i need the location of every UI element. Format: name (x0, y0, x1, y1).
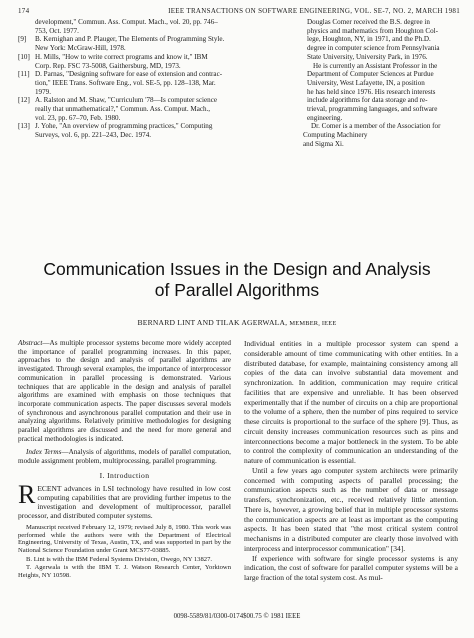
reference-text: Corp. Rep. FSC 73-5008, Gaithersburg, MD, 1973. (35, 61, 181, 70)
reference-text: really that unmathematical?," Commun. Ass. Comput. Mach., (35, 105, 211, 114)
bio-line: Dr. Comer is a member of the Association for Computing Machinery (303, 122, 441, 140)
author-membership: MEMBER, IEEE (289, 320, 337, 327)
reference-text: 1979. (35, 87, 51, 96)
reference-number (18, 18, 35, 27)
reference-text: Surveys, vol. 6, pp. 221–243, Dec. 1974. (35, 131, 152, 140)
bio-line: University, West Lafayette, IN, a position (307, 78, 425, 87)
right-column (244, 339, 458, 583)
abstract-text: —As multiple processor systems become more widely accepted the importance of parallel programming increases. In this paper, approaches to the design and analysis of parallel algorithms are investigated. Through several examples, the importance of interprocessor communication in parallel processing is demonstrated. Various techniques that are applicable in the design and analysis of parallel algorithms are examined with emphasis on those techniques that incorporate communication aspects. The paper discusses several models of synchronous and asynchronous parallel computation and their use in analyzing algorithms. Relatively primitive methodologies for designing parallel algorithms are discussed and the need for more general and practical methodologies is indicated. (18, 339, 231, 443)
index-terms-text: —Analysis of algorithms, models of parallel computation, module assignment problem, multiprocessing, parallel programming. (18, 448, 231, 466)
reference-line (18, 122, 298, 131)
references-list (18, 18, 298, 140)
bio-line: State University, University Park, in 1976. (307, 52, 428, 61)
reference-text: B. Kernighan and P. Plauger, The Elements of Programming Style. (35, 35, 225, 44)
bio-line: and Sigma Xi. (303, 139, 344, 148)
reference-number (18, 114, 35, 123)
author-names: BERNARD LINT AND TILAK AGERWALA, (137, 318, 288, 327)
reference-line (18, 88, 298, 97)
index-terms-label: Index Terms (26, 448, 62, 457)
reference-line (18, 18, 298, 27)
section-heading-introduction: I. Introduction (99, 470, 150, 480)
reference-line (18, 105, 298, 114)
footnote: Manuscript received February 12, 1979; revised July 8, 1980. This work was performed while the authors were with the Department of Electrical Engineering, University of Texas, Austin, TX, and was supported in part by the National Science Foundation under Grant MCS77-03885. (18, 523, 231, 555)
reference-number (18, 62, 35, 71)
running-head (18, 6, 460, 16)
page-number: 174 (18, 7, 30, 15)
reference-number (18, 27, 35, 36)
bio-line: he has held since 1976. His research interests (307, 87, 436, 96)
introduction-text (18, 479, 231, 520)
paper-title (20, 259, 454, 301)
reference-number (18, 131, 35, 140)
reference-text: H. Mills, "How to write correct programs and know it," IBM (35, 52, 208, 61)
reference-number: [13] (18, 122, 30, 131)
bio-line: Department of Computer Sciences at Purdue (307, 70, 434, 79)
author-line (20, 318, 454, 327)
reference-number (18, 79, 35, 88)
reference-line (18, 53, 298, 62)
bio-line: lege, Houghton, NY, in 1971, and the Ph.D. (307, 35, 431, 44)
reference-line (18, 27, 298, 36)
drop-cap: R (18, 479, 36, 509)
bio-line: degree in computer science from Pennsylvania (307, 44, 440, 53)
reference-text: vol. 23, pp. 67–70, Feb. 1980. (35, 113, 121, 122)
reference-number: [9] (18, 35, 27, 44)
footnote: T. Agerwala is with the IBM T. J. Watson Research Center, Yorktown Heights, NY 10598. (18, 564, 231, 580)
footnote: B. Lint is with the IBM Federal Systems Division, Owego, NY 13827. (26, 555, 213, 563)
reference-line (18, 70, 298, 79)
reference-text: 753, Oct. 1977. (35, 26, 79, 35)
bio-line: engineering. (307, 113, 343, 122)
index-terms (18, 448, 231, 465)
reference-text: D. Parnas, "Designing software for ease of extension and contrac- (35, 70, 223, 79)
intro-paragraph (18, 479, 231, 520)
body-paragraph: Individual entities in a multiple processor system can spend a considerable amount of time communicating with other entities. In a distributed database, for example, maintaining consistency among all copies of the data can involve substantial data movement and synchronization. In addition, communication may require critical facilities that are expensive and unreliable. It has been observed experimentally that if the number of circuits on a chip are proportional to the volume of a sphere, then the number of pins required to service these circuits is proportional to the surface of the sphere [9]. Thus, as circuit density increases communication resources such as pins and interconnections become a major bottleneck in the system. To be able to control the complexity of communication an understanding of the nature of communication is essential. (244, 339, 458, 465)
footnotes (18, 524, 231, 580)
reference-line (18, 35, 298, 44)
reference-line (18, 79, 298, 88)
abstract (18, 339, 231, 443)
paper-title-line-2: of Parallel Algorithms (154, 280, 320, 300)
bio-line: physics and mathematics from Houghton Col- (307, 26, 439, 35)
reference-text: J. Yohe, "An overview of programming practices," Computing (35, 122, 213, 131)
copyright-line: 0098-5589/81/0300-0174$00.75 © 1981 IEEE (173, 613, 301, 620)
reference-number (18, 44, 35, 53)
intro-paragraph-text: ECENT advances in LSI technology have resulted in low cost computing capabilities that are providing further impetus to the investigation and development of multiprocessor, parallel processor, and distributed computer systems. (18, 483, 231, 520)
reference-number (18, 88, 35, 97)
bio-line: trieval, programming languages, and software (307, 105, 438, 114)
body-paragraph: If experience with software for single processor systems is any indication, the cost of software for parallel computer systems will be a large fraction of the total system cost. As mul- (244, 553, 458, 582)
reference-line (18, 131, 298, 140)
journal-title: IEEE TRANSACTIONS ON SOFTWARE ENGINEERING, VOL. SE-7, NO. 2, MARCH 1981 (168, 7, 460, 15)
reference-text: development," Commun. Ass. Comput. Mach., vol. 20, pp. 746– (35, 18, 218, 26)
abstract-label: Abstract (18, 339, 43, 347)
reference-number: [12] (18, 96, 30, 105)
author-biography (303, 18, 465, 149)
left-column (18, 339, 231, 580)
reference-number: [10] (18, 52, 30, 61)
reference-number: [11] (18, 70, 30, 79)
reference-line (18, 62, 298, 71)
paper-title-line-1: Communication Issues in the Design and Analysis (43, 259, 431, 279)
reference-text: tion," IEEE Trans. Software Eng., vol. SE-5, pp. 128–138, Mar. (35, 78, 216, 87)
reference-line (18, 96, 298, 105)
bio-line: He is currently an Assistant Professor in the (313, 61, 438, 70)
reference-text: New York: McGraw-Hill, 1978. (35, 44, 126, 53)
bio-line: Douglas Comer received the B.S. degree in (307, 18, 430, 26)
reference-text: A. Ralston and M. Shaw, "Curriculum '78—Is computer science (35, 96, 218, 105)
reference-line (18, 114, 298, 123)
reference-line (18, 44, 298, 53)
bio-line: include algorithms for data storage and re- (307, 96, 428, 105)
reference-number (18, 105, 35, 114)
body-paragraph: Until a few years ago computer system architects were primarily concerned with computing aspects of parallel processing; the communication aspects such as the number of data or message transfers, synchronization, etc., received relatively little attention. There is, however, a growing belief that in multiple processor systems the communication aspects are at least as important as the computing aspects. It has been stated that "the most critical system control mechanisms in a distributed computer are clearly those involved with interprocess and interprocessor communication" [34]. (244, 465, 458, 553)
